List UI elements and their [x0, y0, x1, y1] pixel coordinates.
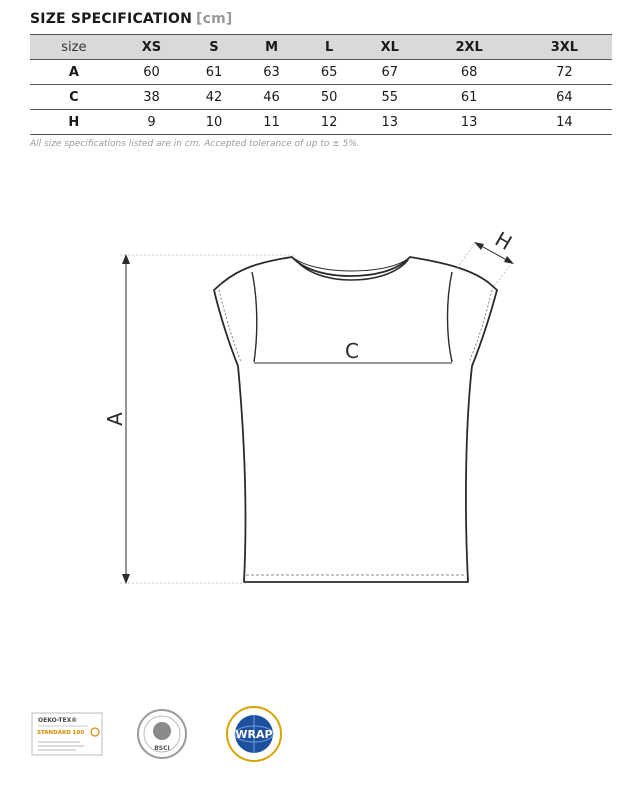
table-cell: 60	[118, 60, 185, 85]
table-cell: 50	[300, 85, 358, 110]
table-cell: 13	[358, 110, 422, 135]
table-cell: 55	[358, 85, 422, 110]
title-unit: [cm]	[196, 11, 233, 27]
title-text: SIZE SPECIFICATION	[30, 11, 193, 27]
h-guide-2	[494, 262, 513, 286]
c-measure-label: C	[345, 339, 359, 363]
size-col-3xl: 3XL	[517, 35, 612, 60]
oeko-tex-name: OEKO-TEX®	[38, 717, 78, 724]
size-corner-label: size	[30, 35, 118, 60]
table-cell: 9	[118, 110, 185, 135]
a-arrow-top	[122, 254, 130, 264]
row-label: A	[30, 60, 118, 85]
table-cell: 61	[185, 60, 243, 85]
oeko-tex-logo	[32, 713, 102, 755]
table-cell: 10	[185, 110, 243, 135]
row-label: H	[30, 110, 118, 135]
table-cell: 42	[185, 85, 243, 110]
table-cell: 63	[243, 60, 301, 85]
size-col-2xl: 2XL	[422, 35, 517, 60]
a-measure-label: A	[103, 412, 127, 426]
h-guide-1	[457, 242, 476, 268]
table-cell: 64	[517, 85, 612, 110]
bsci-text: BSCI	[154, 745, 170, 752]
table-cell: 14	[517, 110, 612, 135]
table-cell: 72	[517, 60, 612, 85]
table-cell: 11	[243, 110, 301, 135]
wrap-text: WRAP	[235, 728, 273, 741]
table-cell: 61	[422, 85, 517, 110]
table-cell: 12	[300, 110, 358, 135]
table-cell: 65	[300, 60, 358, 85]
table-cell: 68	[422, 60, 517, 85]
table-cell: 38	[118, 85, 185, 110]
h-measure-label: H	[490, 226, 517, 256]
table-cell: 46	[243, 85, 301, 110]
h-arrow-2	[504, 256, 514, 264]
size-col-l: L	[300, 35, 358, 60]
tolerance-note: All size specifications listed are in cm. Accepted tolerance of up to ± 5%.	[30, 139, 360, 149]
h-arrow-1	[474, 242, 484, 250]
row-label: C	[30, 85, 118, 110]
size-col-xl: XL	[358, 35, 422, 60]
table-cell: 13	[422, 110, 517, 135]
size-col-s: S	[185, 35, 243, 60]
a-arrow-bottom	[122, 574, 130, 584]
size-col-m: M	[243, 35, 301, 60]
table-cell: 67	[358, 60, 422, 85]
oeko-tex-standard: STANDARD 100	[37, 730, 85, 736]
wrap-logo	[227, 707, 281, 761]
size-col-xs: XS	[118, 35, 185, 60]
bsci-logo	[138, 710, 186, 758]
